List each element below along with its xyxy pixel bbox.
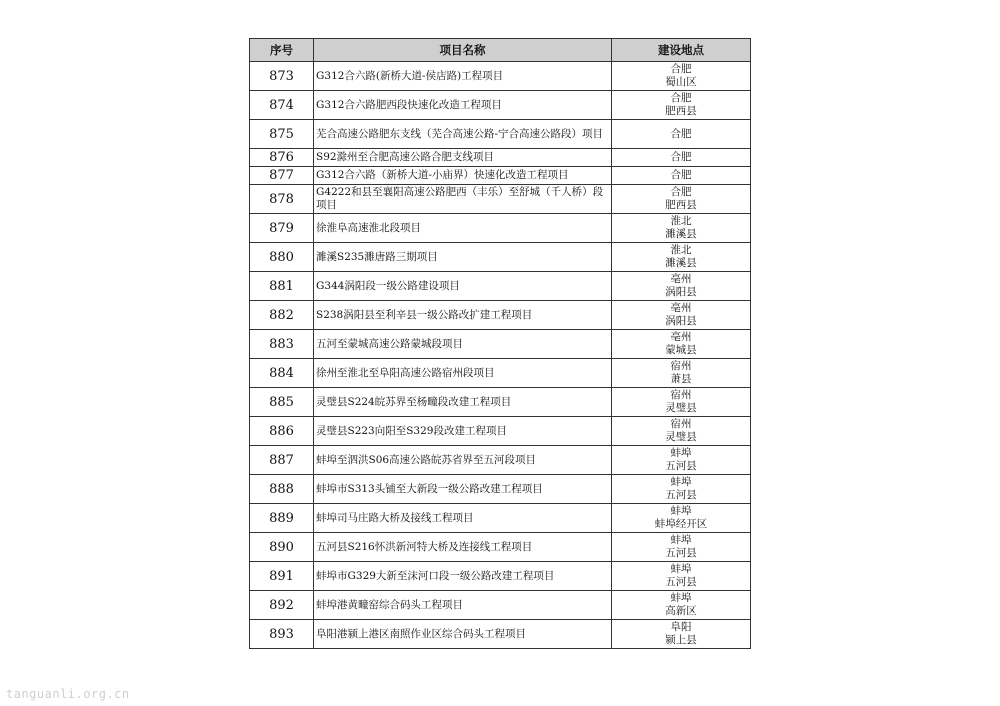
header-name: 项目名称 [314, 39, 612, 62]
project-name: 五河至蒙城高速公路蒙城段项目 [314, 330, 612, 359]
project-location [612, 388, 751, 417]
project-location [612, 475, 751, 504]
table-row [250, 446, 751, 475]
location-city: 蚌埠 [670, 534, 692, 546]
project-name: 蚌埠至泗洪S06高速公路皖苏省界至五河段项目 [314, 446, 612, 475]
location-city: 宿州 [670, 360, 692, 372]
row-number: 890 [250, 533, 314, 562]
location-city: 蚌埠 [670, 592, 692, 604]
location-district: 颍上县 [665, 634, 697, 646]
table-row [250, 120, 751, 149]
location-city: 合肥 [670, 151, 692, 163]
project-location [612, 504, 751, 533]
table-body [250, 62, 751, 649]
project-name: S92滁州至合肥高速公路合肥支线项目 [314, 149, 612, 167]
location-district: 五河县 [665, 460, 697, 472]
table-row [250, 504, 751, 533]
row-number: 874 [250, 91, 314, 120]
location-district: 濉溪县 [665, 257, 697, 269]
project-location [612, 446, 751, 475]
project-location [612, 562, 751, 591]
location-district: 灵璧县 [665, 431, 697, 443]
location-district: 灵璧县 [665, 402, 697, 414]
table-row [250, 149, 751, 167]
project-name: 蚌埠司马庄路大桥及接线工程项目 [314, 504, 612, 533]
table-row [250, 214, 751, 243]
project-location [612, 330, 751, 359]
project-name: 蚌埠市G329大新至沫河口段一级公路改建工程项目 [314, 562, 612, 591]
project-name: 灵璧县S224皖苏界至杨疃段改建工程项目 [314, 388, 612, 417]
table-row [250, 272, 751, 301]
table-header-row [250, 39, 751, 62]
location-city: 合肥 [670, 92, 692, 104]
table-row [250, 167, 751, 185]
row-number: 886 [250, 417, 314, 446]
project-table [249, 38, 751, 649]
location-district: 五河县 [665, 489, 697, 501]
row-number: 878 [250, 185, 314, 214]
project-location [612, 417, 751, 446]
table-row [250, 620, 751, 649]
table-row [250, 301, 751, 330]
location-city: 蚌埠 [670, 563, 692, 575]
location-district: 蜀山区 [665, 76, 697, 88]
location-city: 蚌埠 [670, 447, 692, 459]
project-location [612, 243, 751, 272]
project-location [612, 301, 751, 330]
table-row [250, 243, 751, 272]
table-row [250, 359, 751, 388]
location-district: 五河县 [665, 547, 697, 559]
project-location [612, 91, 751, 120]
location-city: 宿州 [670, 418, 692, 430]
location-city: 蚌埠 [670, 505, 692, 517]
location-district: 蚌埠经开区 [654, 518, 708, 530]
project-name: G312合六路(新桥大道-侯店路)工程项目 [314, 62, 612, 91]
project-location [612, 120, 751, 149]
header-location: 建设地点 [612, 39, 751, 62]
row-number: 892 [250, 591, 314, 620]
row-number: 873 [250, 62, 314, 91]
row-number: 884 [250, 359, 314, 388]
table-row [250, 185, 751, 214]
row-number: 875 [250, 120, 314, 149]
project-location [612, 214, 751, 243]
table-row [250, 475, 751, 504]
project-location [612, 272, 751, 301]
location-district: 蒙城县 [665, 344, 697, 356]
project-location [612, 359, 751, 388]
row-number: 889 [250, 504, 314, 533]
row-number: 887 [250, 446, 314, 475]
table-row [250, 417, 751, 446]
row-number: 882 [250, 301, 314, 330]
location-city: 淮北 [670, 244, 692, 256]
table-row [250, 533, 751, 562]
location-city: 合肥 [670, 169, 692, 181]
project-name: 蚌埠市S313头铺至大新段一级公路改建工程项目 [314, 475, 612, 504]
project-location [612, 62, 751, 91]
project-location [612, 620, 751, 649]
location-district: 涡阳县 [665, 286, 697, 298]
table-row [250, 330, 751, 359]
project-location [612, 185, 751, 214]
project-location [612, 167, 751, 185]
row-number: 877 [250, 167, 314, 185]
location-city: 合肥 [670, 63, 692, 75]
row-number: 879 [250, 214, 314, 243]
row-number: 893 [250, 620, 314, 649]
location-district: 涡阳县 [665, 315, 697, 327]
location-city: 阜阳 [670, 621, 692, 633]
row-number: 891 [250, 562, 314, 591]
project-name: G312合六路肥西段快速化改造工程项目 [314, 91, 612, 120]
row-number: 883 [250, 330, 314, 359]
project-location [612, 533, 751, 562]
project-name: 徐州至淮北至阜阳高速公路宿州段项目 [314, 359, 612, 388]
location-city: 合肥 [670, 186, 692, 198]
row-number: 876 [250, 149, 314, 167]
location-city: 合肥 [670, 127, 692, 140]
location-district: 肥西县 [665, 199, 697, 211]
location-city: 蚌埠 [670, 476, 692, 488]
table-row [250, 62, 751, 91]
location-city: 亳州 [670, 302, 692, 314]
project-name: 蚌埠港黄疃窑综合码头工程项目 [314, 591, 612, 620]
project-name: G344涡阳段一级公路建设项目 [314, 272, 612, 301]
location-city: 亳州 [670, 273, 692, 285]
location-city: 宿州 [670, 389, 692, 401]
row-number: 885 [250, 388, 314, 417]
project-location [612, 591, 751, 620]
location-district: 五河县 [665, 576, 697, 588]
watermark: tanguanli.org.cn [6, 687, 130, 701]
table-row [250, 91, 751, 120]
project-name: 徐淮阜高速淮北段项目 [314, 214, 612, 243]
location-district: 濉溪县 [665, 228, 697, 240]
project-name: 芜合高速公路肥东支线（芜合高速公路-宁合高速公路段）项目 [314, 120, 612, 149]
project-name: 灵璧县S223向阳至S329段改建工程项目 [314, 417, 612, 446]
location-district: 肥西县 [665, 105, 697, 117]
project-name: 五河县S216怀洪新河特大桥及连接线工程项目 [314, 533, 612, 562]
project-name: S238涡阳县至利辛县一级公路改扩建工程项目 [314, 301, 612, 330]
header-num: 序号 [250, 39, 314, 62]
row-number: 888 [250, 475, 314, 504]
project-name: G312合六路（新桥大道-小庙界）快速化改造工程项目 [314, 167, 612, 185]
project-name: G4222和县至襄阳高速公路肥西（丰乐）至舒城（千人桥）段项目 [314, 185, 612, 214]
table-row [250, 562, 751, 591]
project-location [612, 149, 751, 167]
row-number: 881 [250, 272, 314, 301]
table-row [250, 591, 751, 620]
location-district: 萧县 [670, 373, 692, 385]
table-row [250, 388, 751, 417]
row-number: 880 [250, 243, 314, 272]
location-city: 亳州 [670, 331, 692, 343]
location-district: 高新区 [665, 605, 697, 617]
project-name: 濉溪S235濉唐路三期项目 [314, 243, 612, 272]
location-city: 淮北 [670, 215, 692, 227]
project-name: 阜阳港颍上港区南照作业区综合码头工程项目 [314, 620, 612, 649]
